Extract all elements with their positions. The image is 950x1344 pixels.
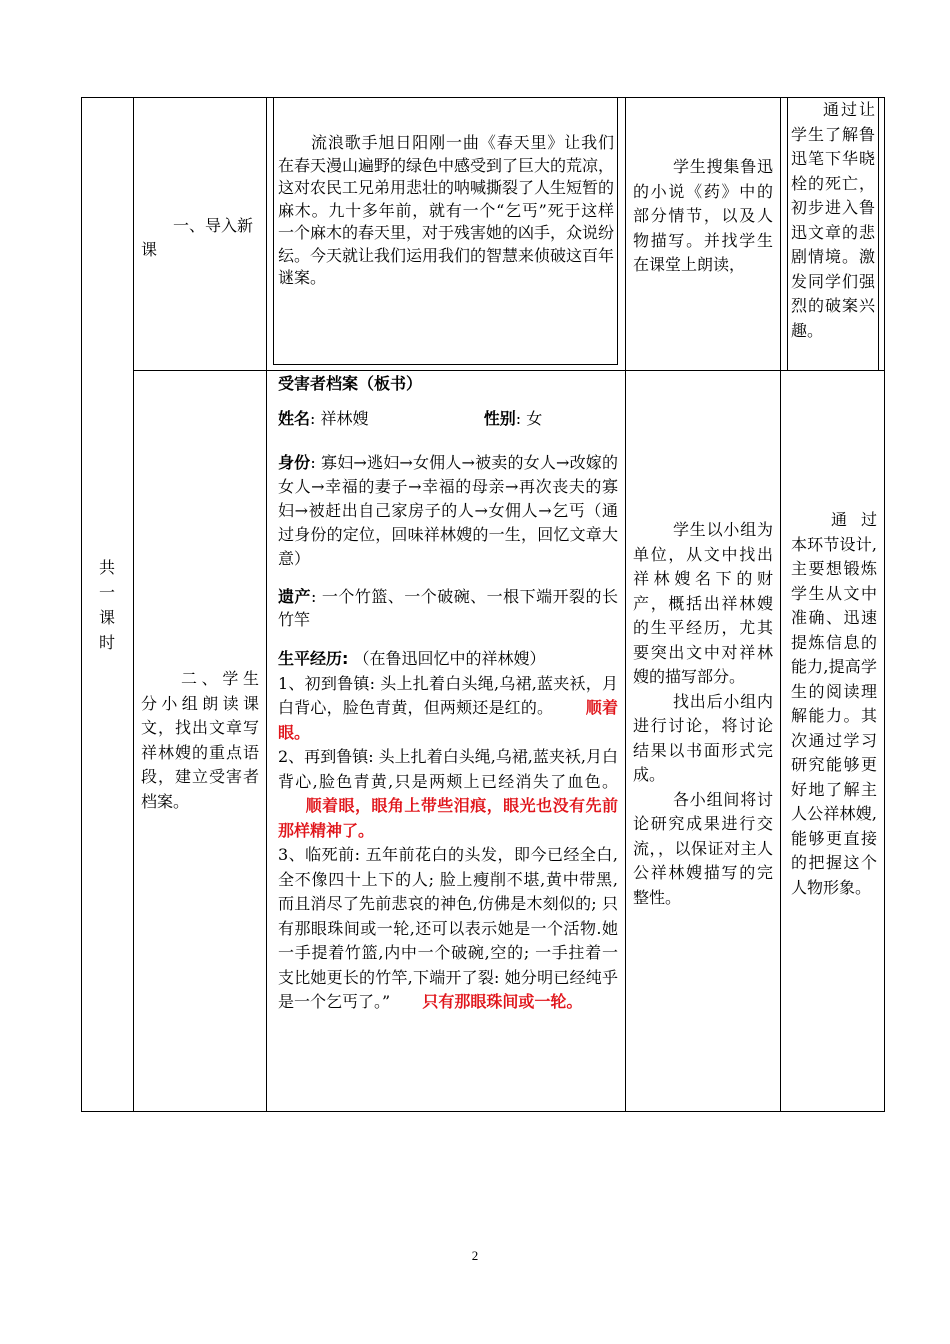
history-heading (278, 647, 618, 672)
history-item-2: 2、再到鲁镇: 头上扎着白头绳,乌裙,蓝夹袄,月白背心,脸色青黄,只是两颊上已经消失了血色。 顺着眼，眼角上带些泪痕，眼光也没有先前那样精神了。 (278, 747, 618, 840)
file-title: 受害者档案（板书） (278, 374, 423, 393)
student-step-1: 学生以小组为单位，从文中找出祥林嫂名下的财产，概括出祥林嫂的生平经历，尤其要突出文中对祥林嫂的描写部分。 (633, 520, 773, 686)
column-divider (780, 97, 781, 1112)
content-inner-border (273, 364, 618, 365)
group-design-intent: 通过本环节设计,主要想锻炼学生从文中准确、迅速提炼信息的能力,提高学生的阅读理解能力。其次通过学习研究能够更好地了解主人公祥林嫂,能够更直接的把握这个人物形象。 (791, 510, 877, 897)
item2-highlight: 顺着眼，眼角上带些泪痕，眼光也没有先前那样精神了。 (278, 796, 618, 840)
legacy-paragraph: 遗产: 一个竹篮、一个破碗、一根下端开裂的长竹竿 (278, 587, 618, 629)
table-border-left (81, 97, 82, 1112)
identity-label: 身份 (278, 453, 311, 472)
student-step-3: 各小组间将讨论研究成果进行交流，，以保证对主人公祥林嫂描写的完整性。 (633, 789, 773, 907)
step-group-reading: 二、学生分小组朗读课文，找出文章写祥林嫂的重点语段，建立受害者档案。 (141, 669, 259, 811)
step-intro: 一、导入新课 (141, 216, 254, 259)
legacy-label: 遗产 (278, 587, 311, 606)
page-number: 2 (471, 1248, 479, 1263)
gender-label: 性别 (483, 409, 516, 428)
table-border-right (884, 97, 885, 1112)
period-label: 共一课时 (98, 558, 115, 652)
content-inner-border (273, 97, 274, 364)
table-border-top (81, 97, 885, 98)
intent-inner-border (787, 97, 788, 370)
identity-paragraph: 身份: 寡妇→逃妇→女佣人→被卖的女人→改嫁的女人→幸福的妻子→幸福的母亲→再次丧夫的寡妇→被赶出自己家房子的人→女佣人→乞丐（通过身份的定位，回味祥林嫂的一生，回忆文章大意） (278, 453, 618, 568)
column-divider (133, 97, 134, 1112)
identity-text: 寡妇→逃妇→女佣人→被卖的女人→改嫁的女人→幸福的妻子→幸福的母亲→再次丧夫的寡妇→被赶出自己家房子的人→女佣人→乞丐（通过身份的定位，回味祥林嫂的一生，回忆文章大意） (278, 453, 618, 568)
intent-inner-border (878, 97, 879, 370)
history-label: 生平经历: (278, 649, 349, 668)
intro-student-activity: 学生搜集鲁迅的小说《药》中的部分情节，以及人物描写。并找学生在课堂上朗读， (633, 157, 773, 274)
content-inner-border (617, 97, 618, 364)
column-divider (266, 97, 267, 1112)
history-item-3: 3、临死前: 五年前花白的头发，即今已经全白,全不像四十上下的人; 脸上瘦削不堪,黄中带黑,而且消尽了先前悲哀的神色,仿佛是木刻似的; 只有那眼珠间或一轮,还可以表示她是一个活物.她一手提着竹篮,内中一个破碗,空的; 一手拄着一支比她更长的竹竿,下端开了裂: 她分明已经纯乎是一个乞丐了。” 只有那眼珠间或一轮。 (278, 845, 618, 1011)
legacy-text: 一个竹篮、一个破碗、一根下端开裂的长竹竿 (278, 587, 618, 629)
intro-content: 流浪歌手旭日阳刚一曲《春天里》让我们在春天漫山遍野的绿色中感受到了巨大的荒凉，这对农民工兄弟用悲壮的呐喊撕裂了人生短暂的麻木。九十多年前，就有一个“乞丐”死于这样一个麻木的春天里，对于残害她的凶手，众说纷纭。今天就让我们运用我们的智慧来侦破这百年谜案。 (278, 133, 615, 287)
row-divider (133, 370, 885, 371)
column-divider (625, 97, 626, 1112)
table-border-bottom (81, 1111, 885, 1112)
name-label: 姓名 (278, 409, 311, 428)
history-item-1: 1、初到鲁镇: 头上扎着白头绳,乌裙,蓝夹袄，月白背心，脸色青黄，但两颊还是红的。 顺着眼。 (278, 673, 618, 742)
gender-value: 女 (526, 409, 543, 428)
victim-file (278, 372, 618, 1015)
history-note: （在鲁迅回忆中的祥林嫂） (353, 649, 546, 668)
item3-highlight: 只有那眼珠间或一轮。 (422, 992, 583, 1011)
name-value: 祥林嫂 (320, 409, 369, 428)
name-gender-line: 姓名: 祥林嫂 性别: 女 (278, 409, 543, 428)
student-step-2: 找出后小组内进行讨论，将讨论结果以书面形式完成。 (633, 691, 773, 784)
item1-highlight: 顺着眼。 (278, 698, 618, 742)
group-student-activity (633, 518, 773, 910)
intro-design-intent: 通过让学生了解鲁迅笔下华晓栓的死亡，初步进入鲁迅文章的悲剧情境。激发同学们强烈的破案兴趣。 (791, 100, 875, 340)
